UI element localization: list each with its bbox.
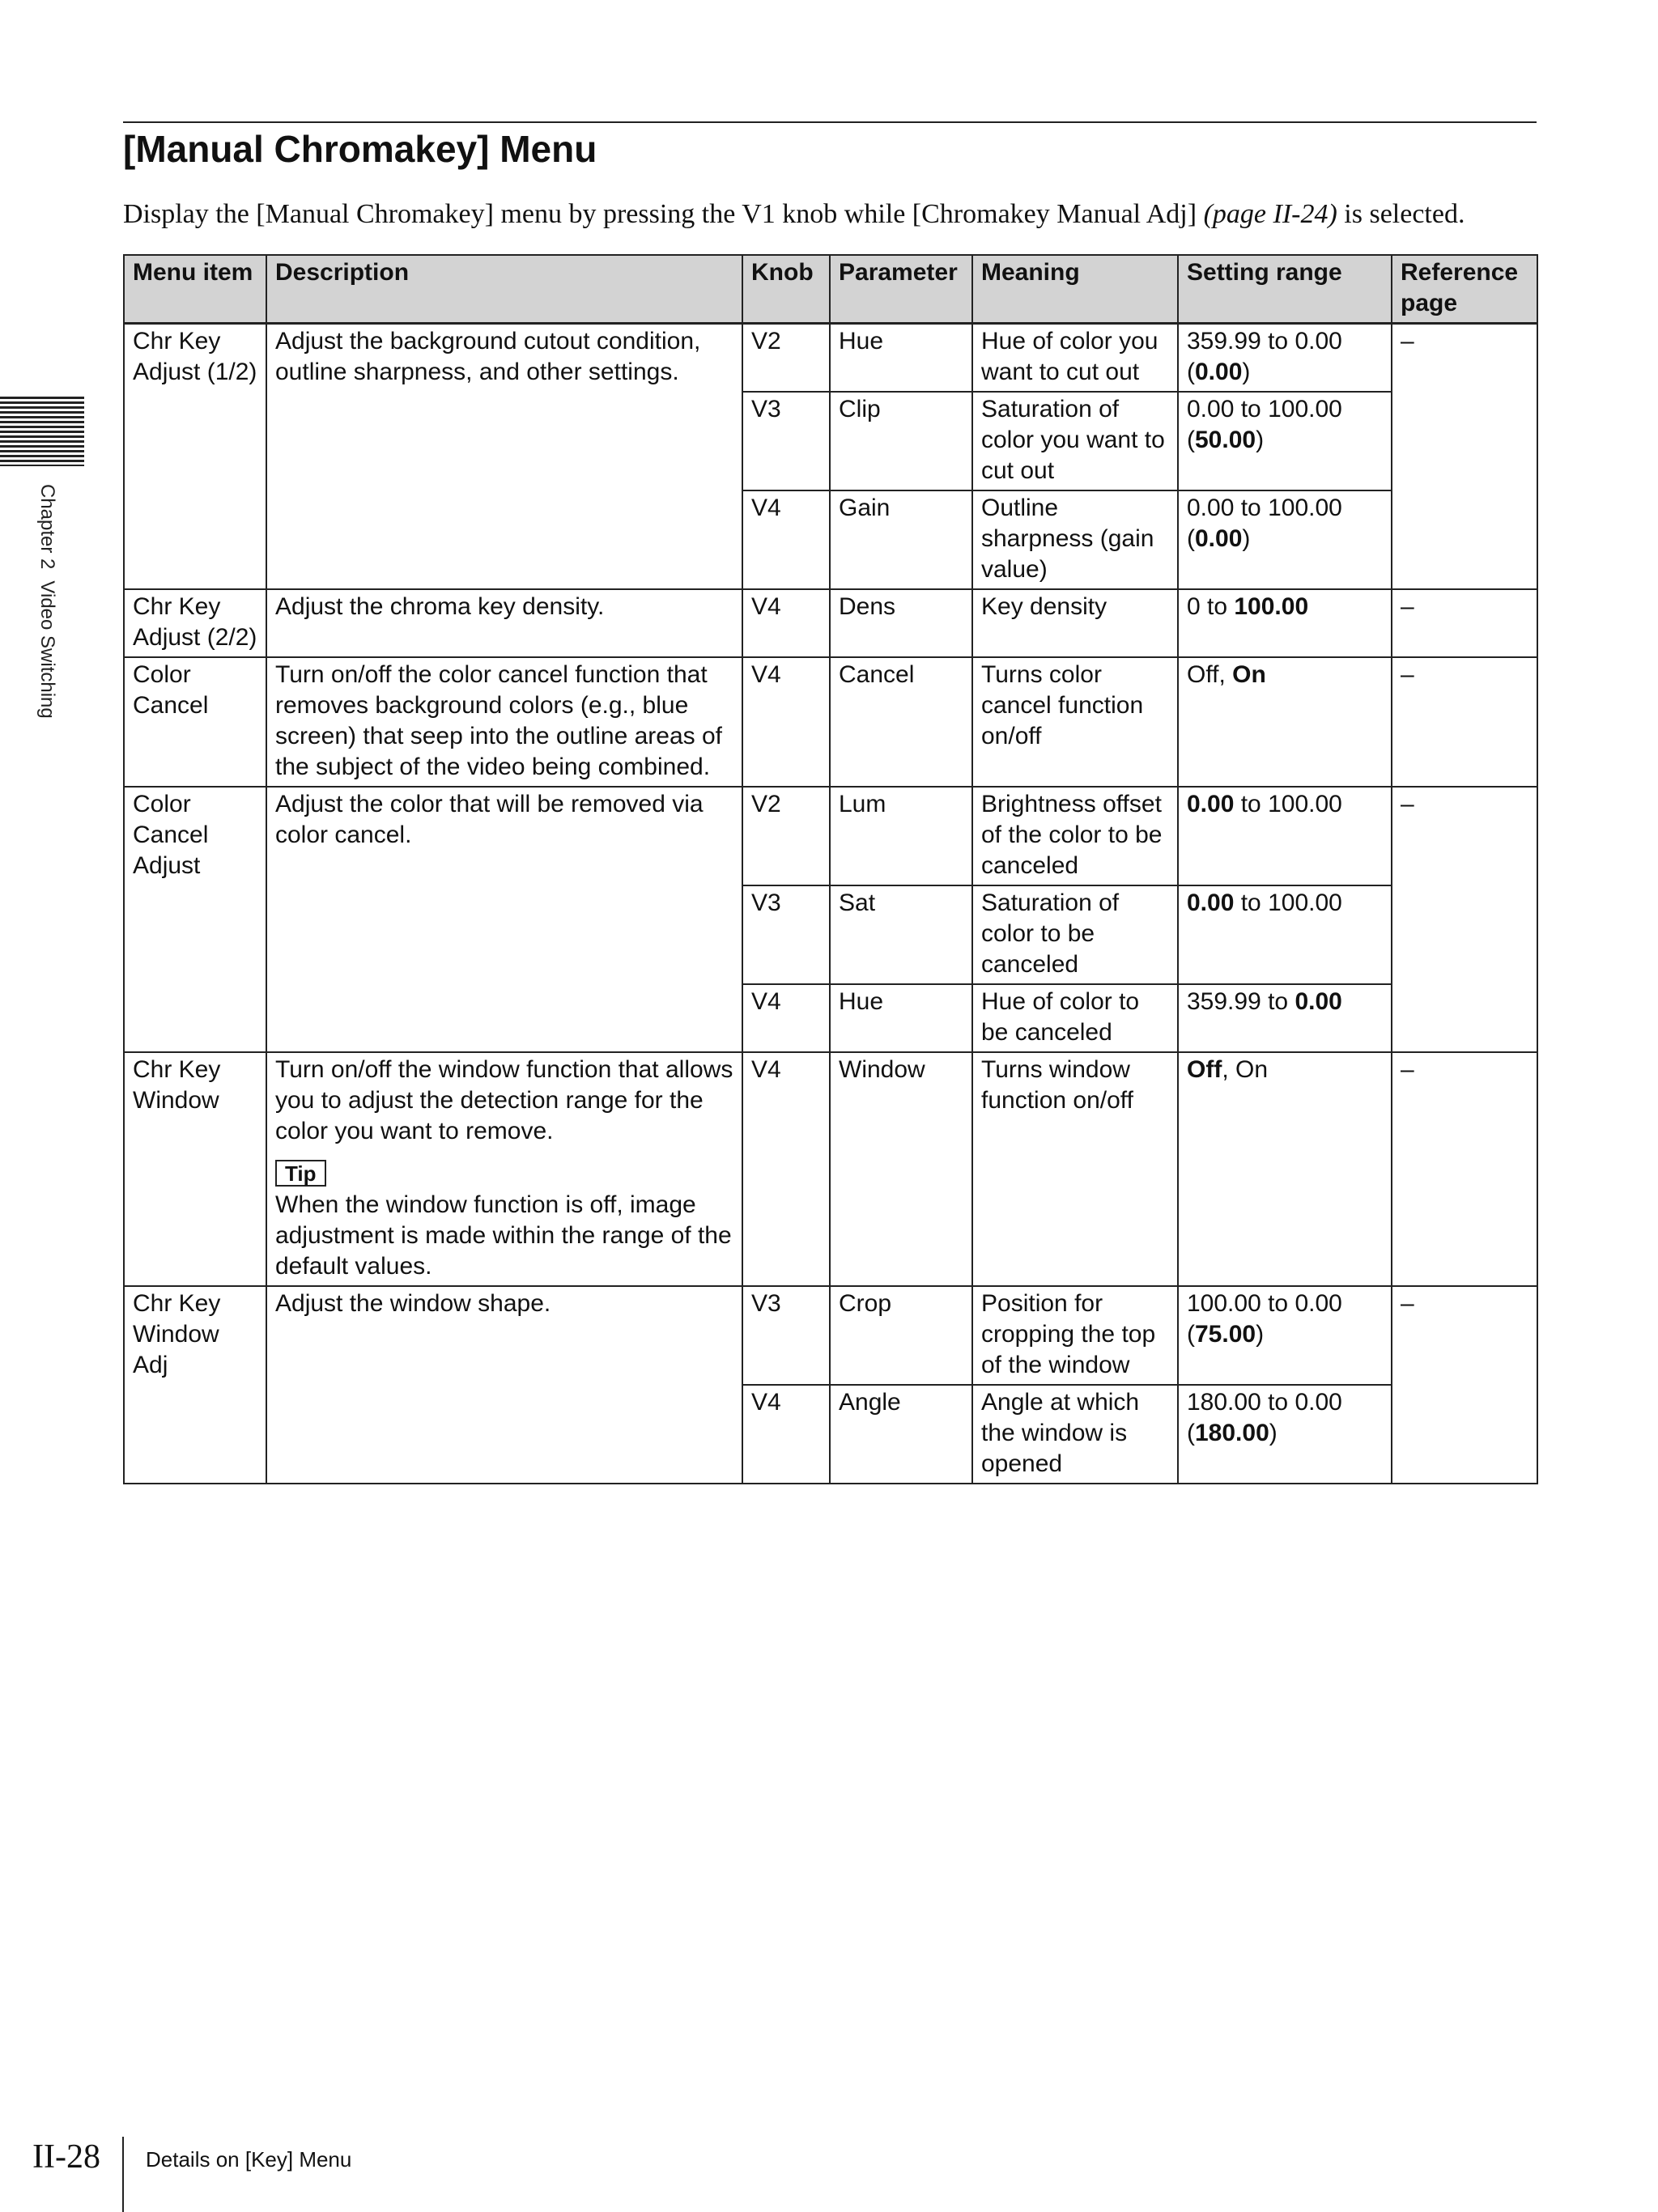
range-text: 0.00 to 100.00 ( — [1187, 495, 1342, 552]
meaning-cell: Hue of color to be canceled — [972, 984, 1178, 1052]
column-header: Meaning — [972, 255, 1178, 324]
range-default: On — [1232, 661, 1266, 688]
range-text: Off, — [1187, 661, 1233, 688]
parameter-cell: Hue — [830, 984, 972, 1052]
description-cell: Adjust the background cutout condition, outline sharpness, and other settings. — [266, 324, 742, 590]
knob-cell: V3 — [742, 1286, 830, 1385]
range-text: to 100.00 — [1234, 791, 1342, 817]
setting-range-cell — [1178, 1385, 1392, 1484]
setting-range-cell — [1178, 392, 1392, 490]
knob-cell: V4 — [742, 657, 830, 787]
table-row — [124, 657, 1537, 787]
range-default: 180.00 — [1195, 1420, 1269, 1446]
description-text: Turn on/off the window function that allows you to adjust the detection range for the color you want to remove. — [275, 1056, 733, 1144]
range-text: 100.00 to 0.00 ( — [1187, 1290, 1342, 1348]
range-default: 0.00 — [1187, 889, 1235, 916]
parameter-cell: Dens — [830, 589, 972, 657]
range-text: ) — [1256, 427, 1265, 453]
knob-cell: V4 — [742, 490, 830, 589]
parameter-cell: Sat — [830, 885, 972, 984]
range-text: 359.99 to 0.00 ( — [1187, 328, 1342, 385]
description-cell: Adjust the color that will be removed via color cancel. — [266, 787, 742, 1052]
column-header: Reference page — [1392, 255, 1537, 324]
parameter-cell: Lum — [830, 787, 972, 885]
knob-cell: V4 — [742, 1385, 830, 1484]
parameter-cell: Window — [830, 1052, 972, 1286]
parameter-cell: Gain — [830, 490, 972, 589]
range-default: 0.00 — [1187, 791, 1235, 817]
section-label: Video Switching — [36, 580, 58, 719]
knob-cell: V3 — [742, 392, 830, 490]
setting-range-cell — [1178, 1286, 1392, 1385]
column-header: Menu item — [124, 255, 266, 324]
range-text: ) — [1256, 1321, 1265, 1348]
table-row — [124, 589, 1537, 657]
meaning-cell: Position for cropping the top of the window — [972, 1286, 1178, 1385]
knob-cell: V4 — [742, 984, 830, 1052]
intro-paragraph — [123, 197, 1548, 231]
knob-cell: V2 — [742, 324, 830, 393]
knob-cell: V2 — [742, 787, 830, 885]
range-text: 180.00 to 0.00 ( — [1187, 1389, 1342, 1446]
range-text: , On — [1222, 1056, 1269, 1083]
table-header-row — [124, 255, 1537, 324]
chapter-side-label — [36, 484, 58, 719]
description-cell — [266, 1052, 742, 1286]
setting-range-cell — [1178, 589, 1392, 657]
setting-range-cell — [1178, 885, 1392, 984]
meaning-cell: Turns window function on/off — [972, 1052, 1178, 1286]
menu-item-cell: Chr Key Adjust (2/2) — [124, 589, 266, 657]
parameter-cell: Cancel — [830, 657, 972, 787]
meaning-cell: Key density — [972, 589, 1178, 657]
menu-item-cell: Chr Key Adjust (1/2) — [124, 324, 266, 590]
range-default: 0.00 — [1295, 988, 1342, 1015]
reference-page-cell: – — [1392, 589, 1537, 657]
intro-text-end: is selected. — [1337, 199, 1465, 229]
reference-page-cell: – — [1392, 1286, 1537, 1484]
setting-range-cell — [1178, 657, 1392, 787]
description-cell: Turn on/off the color cancel function that removes background colors (e.g., blue screen) that seep into the outline areas of the subject of the video being combined. — [266, 657, 742, 787]
range-text: to 100.00 — [1234, 889, 1342, 916]
menu-item-cell: Chr Key Window Adj — [124, 1286, 266, 1484]
intro-text: Display the [Manual Chromakey] menu by pressing the V1 knob while [Chromakey Manual Adj] — [123, 199, 1204, 229]
chapter-label: Chapter 2 — [36, 484, 58, 570]
menu-table — [123, 254, 1538, 1484]
range-text: ) — [1242, 525, 1251, 552]
meaning-cell: Hue of color you want to cut out — [972, 324, 1178, 393]
reference-page-cell: – — [1392, 787, 1537, 1052]
chapter-tab-stripes — [0, 397, 84, 466]
column-header: Knob — [742, 255, 830, 324]
parameter-cell: Crop — [830, 1286, 972, 1385]
range-text: 0 to — [1187, 593, 1235, 620]
setting-range-cell — [1178, 1052, 1392, 1286]
knob-cell: V3 — [742, 885, 830, 984]
menu-item-cell: Color Cancel — [124, 657, 266, 787]
setting-range-cell — [1178, 490, 1392, 589]
range-text: ) — [1242, 359, 1251, 385]
page-title: [Manual Chromakey] Menu — [123, 128, 597, 170]
knob-cell: V4 — [742, 589, 830, 657]
range-default: Off — [1187, 1056, 1222, 1083]
reference-page-cell: – — [1392, 657, 1537, 787]
menu-item-cell: Color Cancel Adjust — [124, 787, 266, 1052]
page-reference-link[interactable]: (page II-24) — [1203, 199, 1337, 229]
range-default: 100.00 — [1234, 593, 1309, 620]
range-default: 50.00 — [1195, 427, 1256, 453]
setting-range-cell — [1178, 324, 1392, 393]
column-header: Description — [266, 255, 742, 324]
tip-text: When the window function is off, image adjustment is made within the range of the default values. — [275, 1191, 732, 1280]
meaning-cell: Saturation of color you want to cut out — [972, 392, 1178, 490]
meaning-cell: Outline sharpness (gain value) — [972, 490, 1178, 589]
footer-divider — [122, 2137, 124, 2212]
knob-cell: V4 — [742, 1052, 830, 1286]
table-row — [124, 787, 1537, 885]
parameter-cell: Angle — [830, 1385, 972, 1484]
range-default: 0.00 — [1195, 525, 1243, 552]
tip-label: Tip — [275, 1160, 326, 1187]
meaning-cell: Turns color cancel function on/off — [972, 657, 1178, 787]
meaning-cell: Saturation of color to be canceled — [972, 885, 1178, 984]
reference-page-cell: – — [1392, 1052, 1537, 1286]
menu-item-cell: Chr Key Window — [124, 1052, 266, 1286]
footer-section-title: Details on [Key] Menu — [146, 2147, 352, 2172]
meaning-cell: Brightness offset of the color to be canceled — [972, 787, 1178, 885]
table-row — [124, 1052, 1537, 1286]
page-number: II-28 — [32, 2138, 100, 2176]
parameter-cell: Hue — [830, 324, 972, 393]
description-cell: Adjust the chroma key density. — [266, 589, 742, 657]
range-default: 75.00 — [1195, 1321, 1256, 1348]
setting-range-cell — [1178, 984, 1392, 1052]
range-text: 0.00 to 100.00 ( — [1187, 396, 1342, 453]
column-header: Parameter — [830, 255, 972, 324]
reference-page-cell: – — [1392, 324, 1537, 590]
meaning-cell: Angle at which the window is opened — [972, 1385, 1178, 1484]
column-header: Setting range — [1178, 255, 1392, 324]
parameter-cell: Clip — [830, 392, 972, 490]
table-row — [124, 324, 1537, 393]
setting-range-cell — [1178, 787, 1392, 885]
range-default: 0.00 — [1195, 359, 1243, 385]
range-text: 359.99 to — [1187, 988, 1295, 1015]
description-cell: Adjust the window shape. — [266, 1286, 742, 1484]
table-row — [124, 1286, 1537, 1385]
range-text: ) — [1269, 1420, 1278, 1446]
top-rule — [123, 121, 1537, 123]
